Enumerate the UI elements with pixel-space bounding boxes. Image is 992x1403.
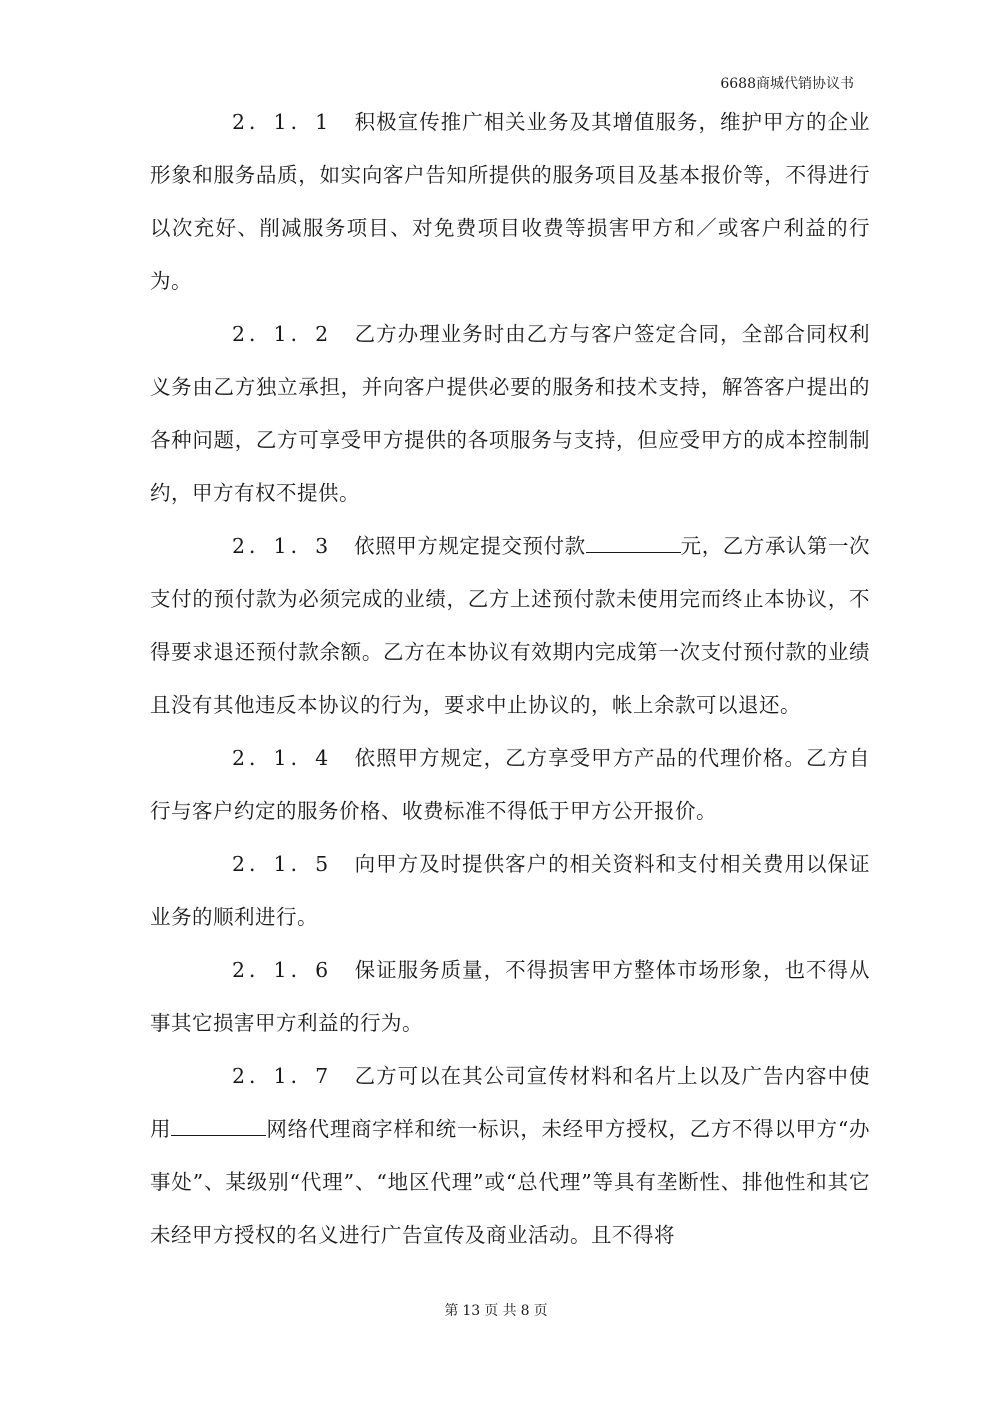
- clause-text: 保证服务质量，不得损害甲方整体市场形象，也不得从事其它损害甲方利益的行为。: [150, 958, 870, 1035]
- footer-suffix: 页: [533, 1303, 548, 1319]
- page-header: 6688商城代销协议书: [720, 76, 854, 92]
- clause-text-after-blank: 网络代理商字样和统一标识，未经甲方授权，乙方不得以甲方“办事处”、某级别“代理”、“地区代理”或“总代理”等具有垄断性、排他性和其它未经甲方授权的名义进行广告宣传及商业活动。且不得将: [150, 1117, 870, 1247]
- clause-2-1-4: [150, 732, 870, 838]
- clause-text: 向甲方及时提供客户的相关资料和支付相关费用以保证业务的顺利进行。: [150, 852, 870, 929]
- clause-text: 依照甲方规定，乙方享受甲方产品的代理价格。乙方自行与客户约定的服务价格、收费标准不得低于甲方公开报价。: [150, 746, 870, 823]
- footer-prefix: 第: [444, 1303, 459, 1319]
- clause-text: 乙方办理业务时由乙方与客户签定合同，全部合同权利义务由乙方独立承担，并向客户提供必要的服务和技术支持，解答客户提出的各种问题，乙方可享受甲方提供的各项服务与支持，但应受甲方的成本控制制约，甲方有权不提供。: [150, 322, 870, 505]
- clause-number: 2．1．2: [232, 322, 333, 346]
- clause-number: 2．1．4: [232, 746, 333, 770]
- clause-text: 积极宣传推广相关业务及其增值服务，维护甲方的企业形象和服务品质，如实向客户告知所提供的服务项目及基本报价等，不得进行以次充好、削减服务项目、对免费项目收费等损害甲方和／或客户利益的行为。: [150, 110, 870, 293]
- clause-text-after-blank: 元，乙方承认第一次支付的预付款为必须完成的业绩，乙方上述预付款未使用完而终止本协议，不得要求退还预付款余额。乙方在本协议有效期内完成第一次支付预付款的业绩且没有其他违反本协议的行为，要求中止协议的，帐上余款可以退还。: [150, 534, 871, 717]
- clause-text-before-blank: 依照甲方规定提交预付款: [354, 534, 586, 558]
- clause-number: 2．1．5: [232, 852, 333, 876]
- fill-in-blank: [171, 1117, 266, 1136]
- clause-number: 2．1．7: [232, 1064, 333, 1088]
- clause-number: 2．1．6: [232, 958, 333, 982]
- clause-number: 2．1．1: [232, 110, 333, 134]
- clause-2-1-3: [150, 520, 870, 732]
- footer-total-pages: 8: [520, 1303, 530, 1319]
- footer-page-number: 13: [462, 1303, 481, 1319]
- page-footer: [0, 1301, 992, 1321]
- clause-text-before-blank: 乙方可以在其公司宣传材料和名片上以及广告内容中使用: [150, 1064, 870, 1141]
- clause-2-1-1: [150, 96, 870, 308]
- footer-middle: 页 共: [484, 1303, 517, 1319]
- document-body: [150, 96, 870, 1262]
- clause-2-1-6: [150, 944, 870, 1050]
- clause-2-1-7: [150, 1050, 870, 1262]
- clause-2-1-5: [150, 838, 870, 944]
- clause-2-1-2: [150, 308, 870, 520]
- fill-in-blank: [586, 534, 681, 553]
- clause-number: 2．1．3: [232, 534, 333, 558]
